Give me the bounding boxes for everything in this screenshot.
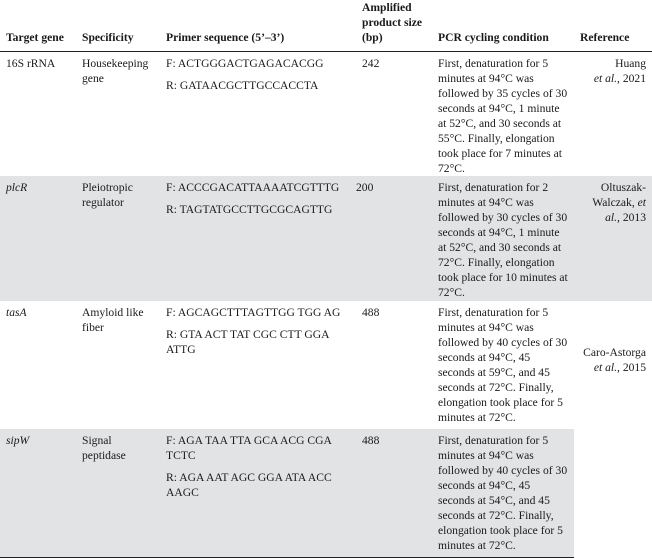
specificity-cell: Pleiotropic regulator — [76, 176, 160, 301]
forward-primer: F: ACTGGGACTGAGACACGG — [166, 57, 324, 70]
reference-authors: Caro-Astorga — [583, 346, 646, 359]
reference-authors: Oltuszak-Walczak, — [592, 181, 646, 209]
reference-year: , 2013 — [617, 211, 646, 224]
gene-cell: tasA — [6, 306, 27, 319]
gene-cell: 16S rRNA — [6, 57, 56, 70]
table-row — [0, 301, 652, 429]
reverse-primer: R: AGA AAT AGC GGA ATA ACC AAGC — [166, 471, 332, 499]
condition-cell: First, denaturation for 2 minutes at 94°C was followed by 30 cycles of 30 seconds at 94°C, 1 minute at 52°C, and 30 seconds at 72°C. Finally, elongation took place for 10 minutes at 72°C. — [432, 176, 574, 301]
reference-year: , 2015 — [617, 361, 646, 374]
specificity-cell: Amyloid like fiber — [82, 306, 144, 334]
header-reference: Reference — [574, 0, 652, 52]
reverse-primer: R: GATAACGCTTGCCACCTA — [166, 79, 319, 92]
condition-cell: First, denaturation for 5 minutes at 94°C was followed by 35 cycles of 30 seconds at 94°C, 1 minute at 52°C, and 30 seconds at 55°C. Finally, elongation took place for 7 minutes at 72°C. — [438, 57, 568, 175]
specificity-cell: Signal peptidase — [76, 429, 160, 558]
reference-cell — [574, 176, 652, 301]
header-specificity: Specificity — [76, 0, 160, 52]
size-cell: 200 — [356, 176, 432, 301]
primer-cell — [160, 176, 356, 301]
forward-primer: F: AGA TAA TTA GCA ACG CGA TCTC — [166, 434, 332, 462]
reference-etal: et al. — [605, 196, 646, 224]
reference-authors: Huang — [615, 57, 646, 70]
reverse-primer: R: TAGTATGCCTTGCGCAGTTG — [166, 203, 333, 216]
primer-cell — [160, 52, 356, 177]
condition-cell: First, denaturation for 5 minutes at 94°C was followed by 40 cycles of 30 seconds at 94°C, 45 seconds at 54°C, and 45 seconds at 72°C. Finally, elongation took place for 5 minutes at 72°C. — [432, 429, 574, 558]
condition-cell: First, denaturation for 5 minutes at 94°C was followed by 40 cycles of 30 seconds at 94°C, 45 seconds at 59°C, and 45 seconds at 72°C. Finally, elongation took place for 5 minutes at 72°C. — [438, 306, 568, 424]
header-target-gene: Target gene — [0, 0, 76, 52]
reference-cell — [574, 52, 652, 177]
size-cell: 488 — [362, 306, 380, 319]
primer-cell — [160, 301, 356, 429]
forward-primer: F: ACCCGACATTAAAATCGTTTG — [166, 181, 340, 194]
reference-year: , 2021 — [617, 72, 646, 85]
size-cell: 488 — [356, 429, 432, 558]
reference-etal: et al. — [593, 72, 618, 85]
gene-cell: plcR — [0, 176, 76, 301]
table-row — [0, 52, 652, 177]
header-product-size: Amplified product size (bp) — [356, 0, 432, 52]
reference-cell — [574, 301, 652, 558]
gene-cell: sipW — [0, 429, 76, 558]
table-row — [0, 176, 652, 301]
header-pcr-condition: PCR cycling condition — [432, 0, 574, 52]
primer-cell — [160, 429, 356, 558]
reference-etal: et al. — [593, 361, 618, 374]
specificity-cell: Housekeeping gene — [82, 57, 149, 85]
forward-primer: F: AGCAGCTTTAGTTGG TGG AG — [166, 306, 341, 319]
reverse-primer: R: GTA ACT TAT CGC CTT GGA ATTG — [166, 328, 329, 356]
table-row — [0, 429, 652, 558]
size-cell: 242 — [362, 57, 380, 70]
header-primer-sequence: Primer sequence (5’–3’) — [160, 0, 356, 52]
table-header-row — [0, 0, 652, 52]
